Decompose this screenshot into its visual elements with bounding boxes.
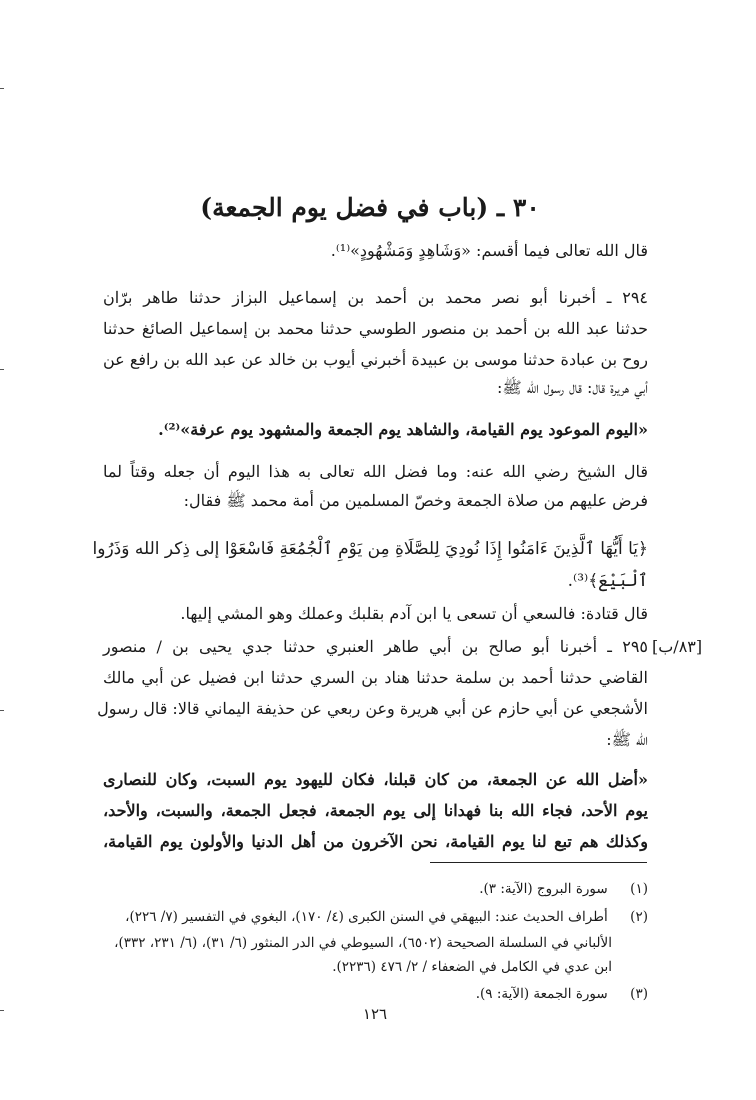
footnote-separator <box>430 862 647 863</box>
footnote-continuation: ابن عدي في الكامل في الضعفاء / ٢/ ٤٧٦ (٢٢٣٦). <box>332 959 612 975</box>
commentary-line: فرض عليهم من صلاة الجمعة وخصّ المسلمين من أمة محمد ﷺ فقال: <box>183 491 648 510</box>
page-number: ١٢٦ <box>362 1005 388 1023</box>
hadith-294-line: أبي هريرة قال: قال رسول الله ﷺ: <box>496 378 648 397</box>
chapter-title: ٣٠ ـ (باب في فضل يوم الجمعة) <box>200 193 540 222</box>
hadith-294-line: روح بن عبادة حدثنا موسى بن عبيدة أخبرني أيوب بن خالد عن عبد الله بن رافع عن <box>103 350 648 369</box>
hadith-295-line: ٢٩٥ ـ أخبرنا أبو صالح بن أبي طاهر العنبري حدثنا جدي يحيى بن / منصور <box>103 637 648 656</box>
footnote-text: سورة البروج (الآية: ٣). <box>479 881 608 897</box>
footnote-number: (٣) <box>630 986 648 1002</box>
qatada-line: قال قتادة: فالسعي أن تسعى يا ابن آدم بقلبك وعملك وهو المشي إليها. <box>180 604 648 623</box>
hadith-295-line: القاضي حدثنا أحمد بن سلمة حدثنا هناد بن السري حدثنا ابن فضيل عن أبي مالك <box>103 668 648 687</box>
verse-intro-line: قال الله تعالى فيما أقسم: «وَشَاهِدٍ وَمَشْهُودٍ»⁽¹⁾. <box>330 241 648 260</box>
footnote <box>58 878 648 900</box>
hadith-294-text: «اليوم الموعود يوم القيامة، والشاهد يوم الجمعة والمشهود يوم عرفة»⁽²⁾. <box>158 420 648 439</box>
commentary-line: قال الشيخ رضي الله عنه: وما فضل الله تعالى به هذا اليوم أن جعله وقتاً لما <box>103 462 648 481</box>
scan-edge-mark <box>0 710 4 711</box>
hadith-295-text: يوم الأحد، فجاء الله بنا فهدانا إلى يوم الجمعة، فجعل الجمعة، والسبت، والأحد، <box>103 801 648 820</box>
footnote-number: (١) <box>630 881 648 897</box>
hadith-294-line: حدثنا عبد الله بن أحمد بن منصور الطوسي حدثنا محمد بن إسماعيل الصائغ حدثنا <box>103 319 649 338</box>
footnote-text: أطراف الحديث عند: البيهقي في السنن الكبرى (٤/ ١٧٠)، البغوي في التفسير (٧/ ٢٢٦)، <box>125 909 608 925</box>
footnote-number: (٢) <box>630 909 648 925</box>
hadith-295-line: الأشجعي عن أبي حازم عن أبي هريرة وعن ربعي عن حذيفة اليماني قالا: قال رسول <box>97 699 648 718</box>
quran-verse-line: ﴿يَا أَيُّهَا ٱلَّذِينَ ءَامَنُوا إِذَا نُودِيَ لِلصَّلَاةِ مِن يَوْمِ ٱلْجُمُعَةِ فَاسْعَوْا إلى ذِكر الله وَذَرُوا <box>92 539 648 559</box>
hadith-294-line: ٢٩٤ ـ أخبرنا أبو نصر محمد بن أحمد بن إسماعيل البزاز حدثنا طاهر برّان <box>103 288 648 307</box>
hadith-295-text: وكذلك هم تبع لنا يوم القيامة، نحن الآخرون من أهل الدنيا والأولون يوم القيامة، <box>103 832 648 851</box>
scan-edge-mark <box>0 1010 4 1011</box>
scan-edge-mark <box>0 88 4 89</box>
footnote-text: سورة الجمعة (الآية: ٩). <box>475 986 608 1002</box>
footnote <box>58 906 648 928</box>
hadith-295-text: «أضل الله عن الجمعة، من كان قبلنا، فكان لليهود يوم السبت، وكان للنصارى <box>103 770 648 789</box>
scan-edge-mark <box>0 369 4 370</box>
quran-verse-line: ٱلْبَيْعَ﴾⁽³⁾. <box>567 571 648 591</box>
footnote-continuation: الألباني في السلسلة الصحيحة (٦٥٠٢)، السيوطي في الدر المنثور (٦/ ٣١)، (٦/ ٢٣١، ٣٣٢)، <box>114 935 612 951</box>
manuscript-folio-note: [٨٣/ب] <box>652 637 703 656</box>
hadith-295-line: الله ﷺ: <box>606 730 648 749</box>
